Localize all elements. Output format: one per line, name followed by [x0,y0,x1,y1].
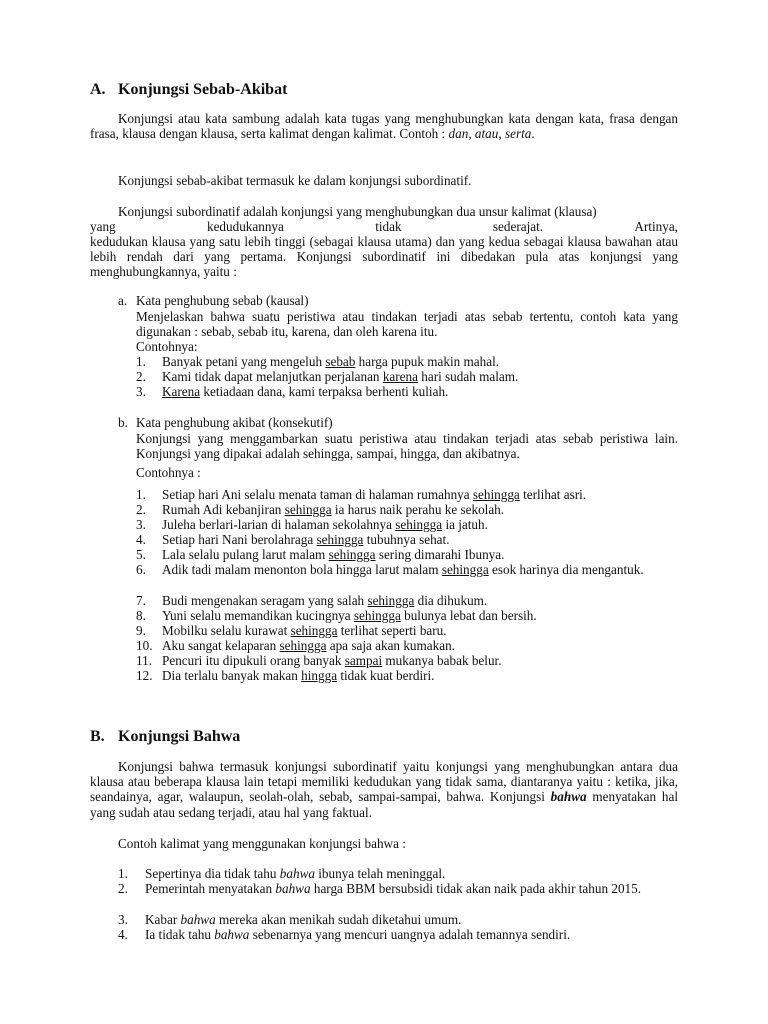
section-a-heading [90,80,287,100]
b-item-number: 10. [136,638,153,653]
b-item-text: ia harus naik perahu ke sekolah. [331,502,505,517]
a-item-text: Banyak petani yang mengeluh [162,354,326,369]
p1-dan: dan [448,126,469,142]
b-item-conjunction: sehingga [284,502,332,517]
bahwa-item-conjunction: bahwa [214,927,250,942]
b-item-number: 12. [136,668,153,683]
bahwa-item [145,866,445,881]
bahwa-item-text: harga BBM bersubsidi tidak akan naik pada akhir tahun 2015. [310,881,642,896]
section-b-letter: B. [90,728,105,745]
b-item-text: Rumah Adi kebanjiran [162,502,285,517]
bahwa-item-number: 1. [118,866,128,881]
b-item [162,638,455,653]
p3-word: kedudukannya [206,219,284,234]
bahwa-item-number: 3. [118,912,128,927]
a-item-conjunction: sebab [325,354,356,369]
a-item-text: Kami tidak dapat melanjutkan perjalanan [162,369,383,384]
b-item [162,502,504,517]
b-item [162,623,447,638]
a-item-conjunction: Karena [162,384,201,399]
b-item-text: Setiap hari Nani berolahraga [162,532,317,547]
bahwa-item-text: Sepertinya dia tidak tahu [145,866,280,881]
b-item-text: Mobilku selalu kurawat [162,623,291,638]
section-b-paragraph-2: Contoh kalimat yang menggunakan konjungsi bahwa : [118,836,406,851]
b-item-conjunction: sampai [344,653,383,668]
sub-a-description: Menjelaskan bahwa suatu peristiwa atau tindakan terjadi atas sebab tertentu, contoh kata yang digunakan : sebab, sebab itu, karena, dan oleh karena itu. [136,309,678,340]
b-item-text: esok harinya dia mengantuk. [488,562,644,577]
b-item [162,517,488,532]
b-item-text: mukanya babak belur. [382,653,502,668]
b-item-number: 2. [136,502,146,517]
section-b-heading [90,727,240,747]
p1-text: Konjungsi atau kata sambung adalah kata tugas yang menghubungkan kata dengan kata, frasa dengan frasa, klausa dengan klausa, serta kalimat dengan kalimat. Contoh : [90,111,678,142]
b-item-number: 8. [136,608,146,623]
p1-comma-1: , [468,126,475,142]
b-item-text: Lala selalu pulang larut malam [162,547,329,562]
section-a-title: Konjungsi Sebab-Akibat [118,81,288,98]
bahwa-item-conjunction: bahwa [275,881,311,896]
section-a-paragraph-1 [90,111,678,141]
bahwa-item-number: 4. [118,927,128,942]
b-item-conjunction: sehingga [316,532,364,547]
bahwa-item-text: sebenarnya yang mencuri uangnya adalah temannya sendiri. [249,927,571,942]
a-item [162,354,499,369]
b-item-conjunction: sehingga [441,562,489,577]
bahwa-item-number: 2. [118,881,128,896]
b-item-conjunction: sehingga [367,593,415,608]
section-b-paragraph-1 [90,759,678,820]
b-item [162,562,678,577]
sub-a-contoh: Contohnya: [136,339,198,354]
b-p1-bahwa: bahwa [550,789,587,805]
bahwa-item-text: Ia tidak tahu [145,927,215,942]
b-item-conjunction: sehingga [395,517,443,532]
bahwa-item-text: ibunya telah meninggal. [314,866,446,881]
b-item-text: ia jatuh. [442,517,488,532]
section-b-title: Konjungsi Bahwa [118,728,241,745]
sub-b-description: Konjungsi yang menggambarkan suatu peristiwa atau tindakan terjadi atas sebab peristiwa lain. Konjungsi yang dipakai adalah sehingga, sampai, hingga, dan akibatnya. [136,431,678,462]
b-item-text: bulunya lebat dan bersih. [400,608,537,623]
p1-comma-2: , [498,126,505,142]
bahwa-item-text: Kabar [145,912,181,927]
bahwa-item-conjunction: bahwa [279,866,315,881]
b-item-text: Aku sangat kelaparan [162,638,280,653]
section-a-paragraph-3-rest: kedudukan klausa yang satu lebih tinggi (sebagai klausa utama) dan yang kedua sebagai klausa bawahan atau lebih rendah dari yang pertama. Konjungsi subordinatif ini dibedakan pula atas konjungsi yang menghubungkannya, yaitu : [90,234,678,280]
b-p1-text: menyatakan hal yang sudah atau sedang terjadi, atau hal yang faktual. [90,789,678,820]
b-item-text: Pencuri itu dipukuli orang banyak [162,653,345,668]
b-item-text: Budi mengenakan seragam yang salah [162,593,368,608]
a-item-text: harga pupuk makin mahal. [355,354,500,369]
a-item-number: 1. [136,354,146,369]
b-item [162,608,537,623]
bahwa-item-text: Pemerintah menyatakan [145,881,276,896]
b-item-number: 11. [136,653,152,668]
b-p1-text: Konjungsi bahwa termasuk konjungsi subordinatif yaitu konjungsi yang menghubungkan antara dua klausa atau beberapa klausa lain tetapi memiliki kedudukan yang tidak sama, diantaranya yaitu : ketika, jika, seandainya, agar, walaupun, seolah-olah, sebab, sampai-sampai, bahwa. Konjungsi [90,759,678,805]
b-item [162,593,487,608]
p3-word: Artinya, [634,219,678,234]
b-item-conjunction: sehingga [328,547,376,562]
a-item-text: hari sudah malam. [417,369,519,384]
section-a-paragraph-3-line-2 [90,219,678,234]
b-item-number: 3. [136,517,146,532]
section-a-paragraph-2: Konjungsi sebab-akibat termasuk ke dalam konjungsi subordinatif. [118,173,472,188]
b-item-text: Setiap hari Ani selalu menata taman di halaman rumahnya [162,487,473,502]
b-item-text: tidak kuat berdiri. [337,668,435,683]
section-a-paragraph-3-line-1: Konjungsi subordinatif adalah konjungsi yang menghubungkan dua unsur kalimat (klausa) [118,204,597,219]
b-item [162,547,504,562]
b-item-text: Juleha berlari-larian di halaman sekolahnya [162,517,396,532]
p1-end: . [531,126,535,142]
a-item-number: 2. [136,369,146,384]
sub-a-label: a. [118,293,128,308]
b-item-text: Dia terlalu banyak makan [162,668,302,683]
b-item-text: Adik tadi malam menonton bola hingga larut malam [162,562,442,577]
b-item [162,532,450,547]
p3-word: yang [90,219,116,234]
b-item-number: 9. [136,623,146,638]
p3-word: tidak [375,219,402,234]
b-item [162,668,434,683]
b-item-text: terlihat asri. [519,487,587,502]
sub-a-title: Kata penghubung sebab (kausal) [136,293,309,308]
b-item-conjunction: sehingga [353,608,401,623]
b-item-conjunction: sehingga [279,638,327,653]
b-item [162,653,502,668]
b-item-conjunction: sehingga [472,487,520,502]
sub-b-title: Kata penghubung akibat (konsekutif) [136,415,333,430]
bahwa-item [145,927,570,942]
a-item-number: 3. [136,384,146,399]
b-item-text: Yuni selalu memandikan kucingnya [162,608,354,623]
b-item-number: 1. [136,487,146,502]
a-item-conjunction: karena [382,369,418,384]
bahwa-item [145,912,461,927]
a-item-text: ketiadaan dana, kami terpaksa berhenti kuliah. [200,384,449,399]
b-item-conjunction: sehingga [290,623,338,638]
p1-serta: serta [504,126,532,142]
a-item [162,369,518,384]
p1-atau: atau [474,126,499,142]
b-item-text: tubuhnya sehat. [363,532,450,547]
sub-b-contoh: Contohnya : [136,465,201,480]
bahwa-item-text: mereka akan menikah sudah diketahui umum. [215,912,462,927]
b-item-number: 4. [136,532,146,547]
b-item [162,487,586,502]
bahwa-item-conjunction: bahwa [180,912,216,927]
p3-word: sederajat. [492,219,544,234]
b-item-number: 5. [136,547,146,562]
b-item-text: dia dihukum. [414,593,488,608]
b-item-conjunction: hingga [301,668,338,683]
b-item-text: apa saja akan kumakan. [326,638,455,653]
bahwa-item [145,881,678,896]
b-item-number: 6. [136,562,146,577]
section-a-letter: A. [90,81,106,98]
a-item [162,384,448,399]
b-item-text: terlihat seperti baru. [337,623,447,638]
b-item-text: sering dimarahi Ibunya. [375,547,505,562]
b-item-number: 7. [136,593,146,608]
sub-b-label: b. [118,415,128,430]
